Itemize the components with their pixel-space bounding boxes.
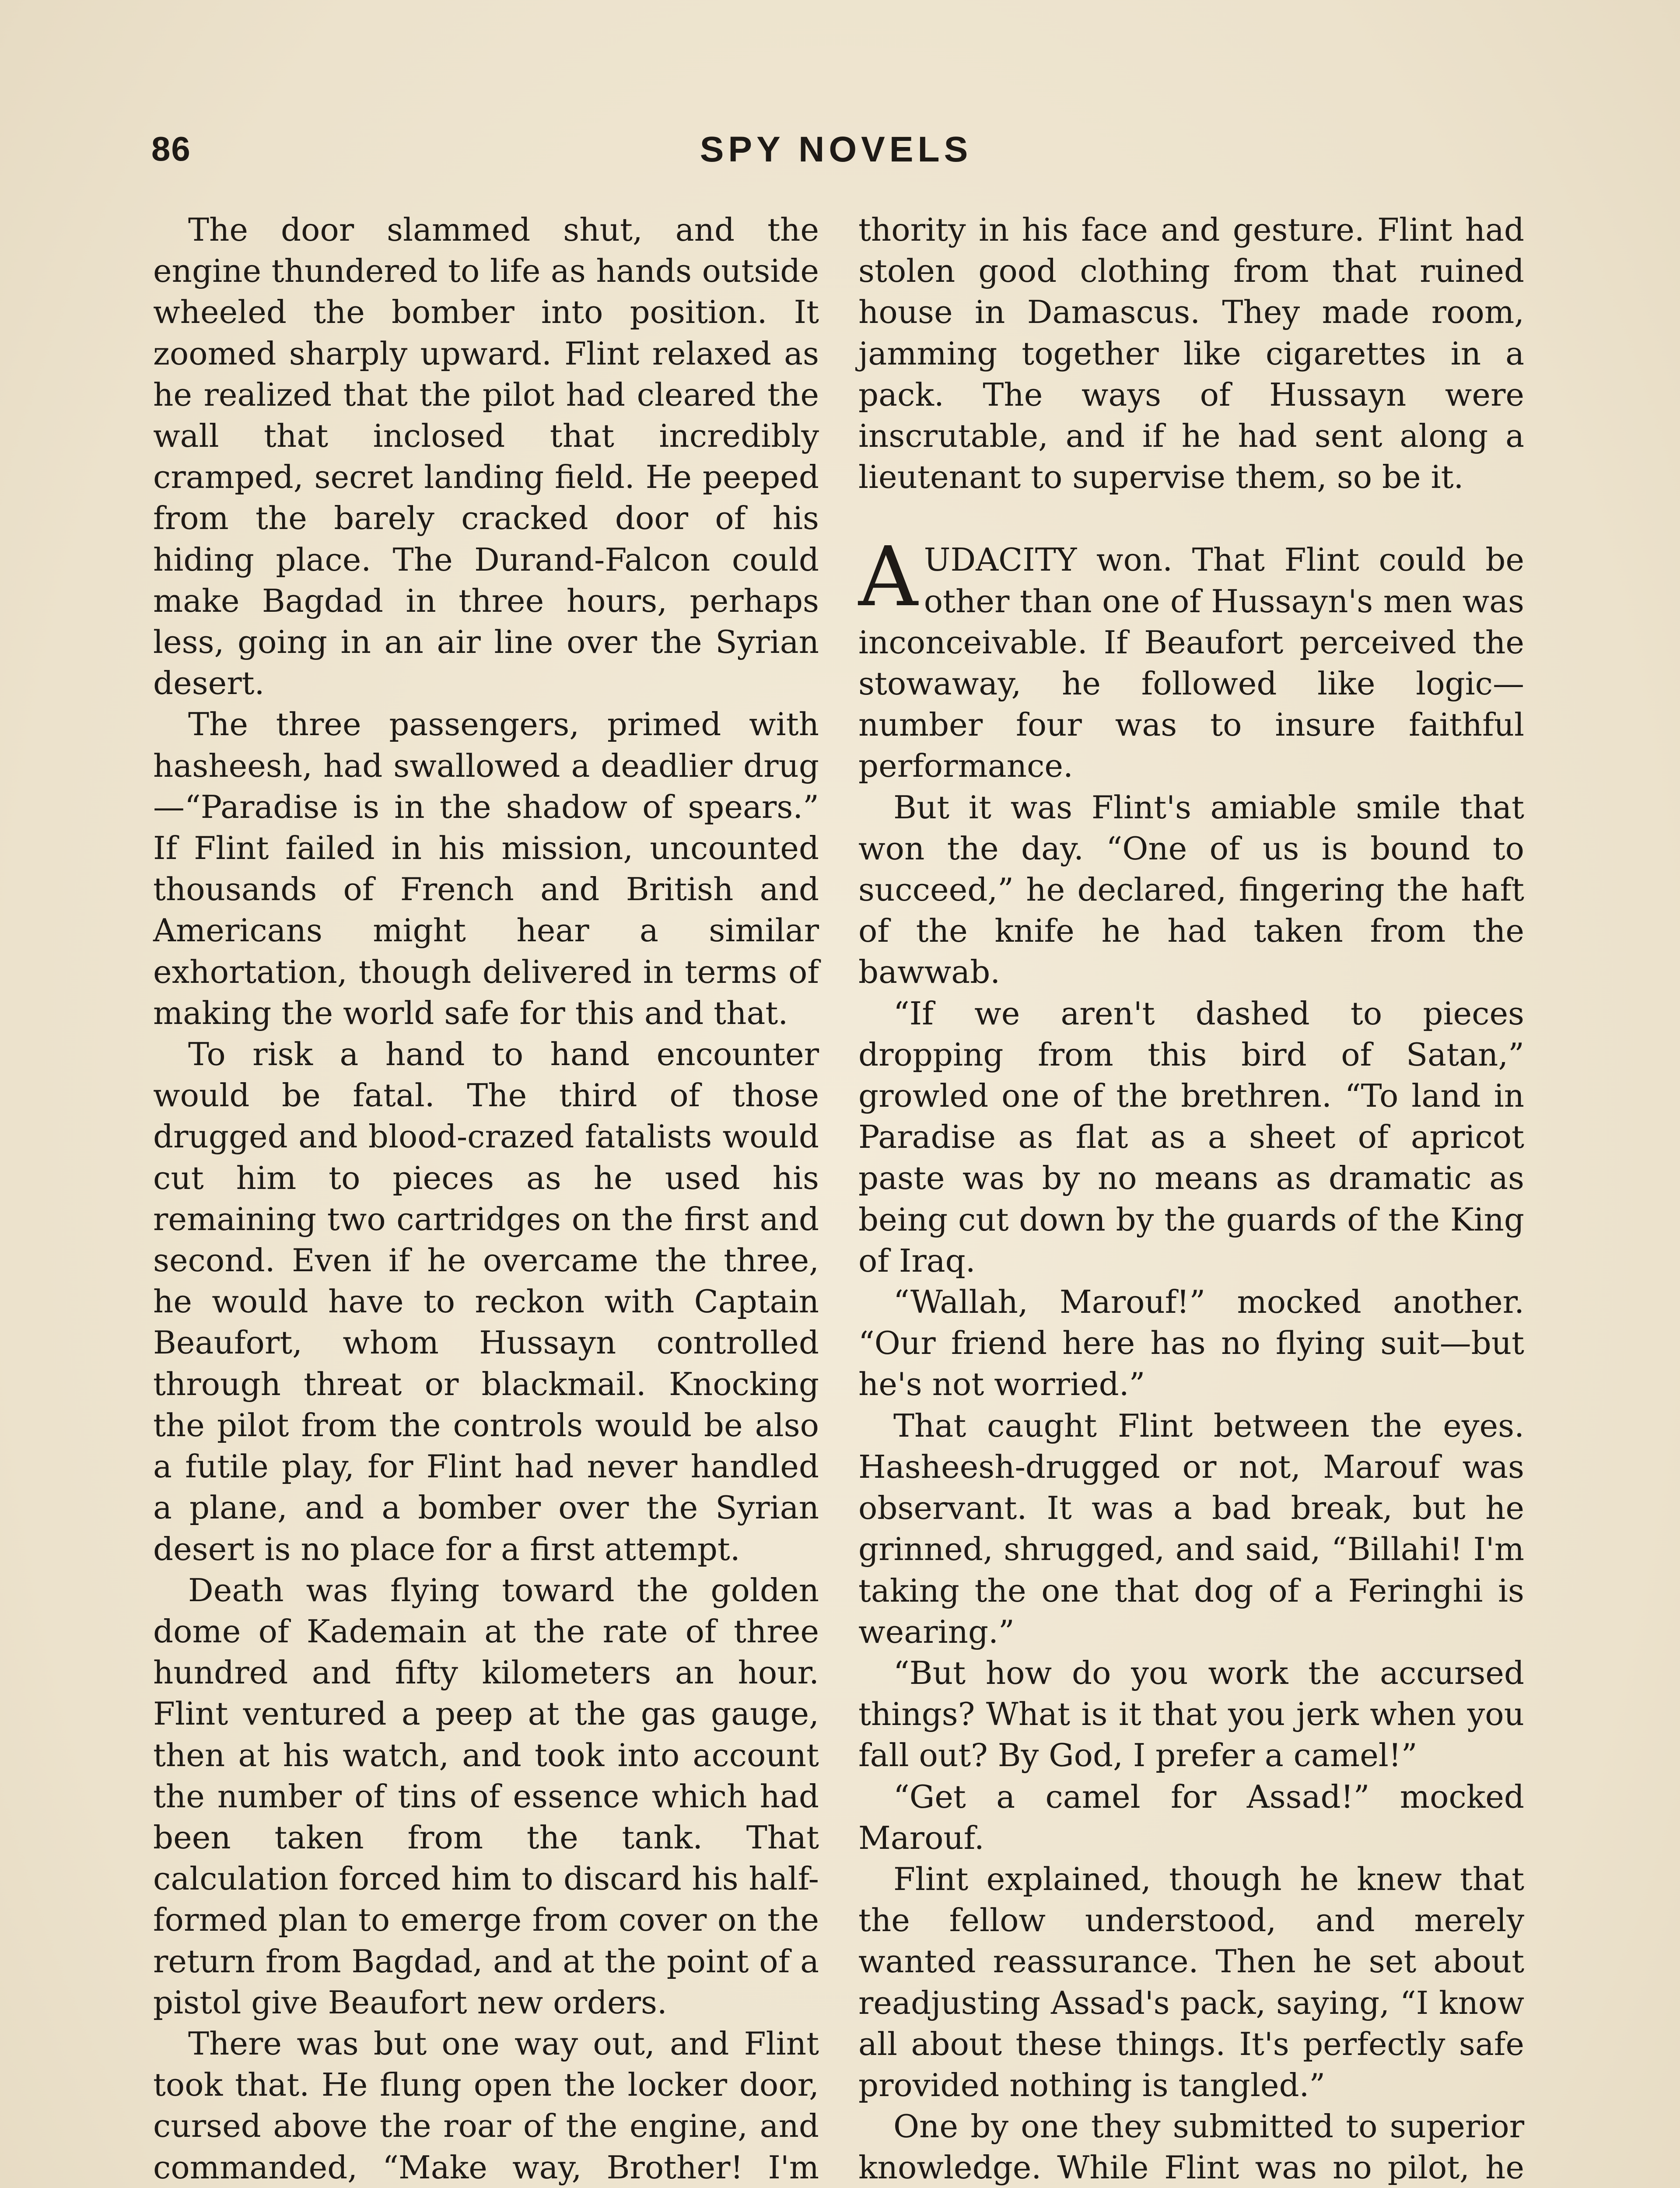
section-opening-paragraph <box>858 529 1524 786</box>
paragraph: The door slammed shut, and the engine thundered to life as hands outside wheeled the bomber into position. It zoomed sharply upward. Flint relaxed as he realized that the pilot had cleared the wall that inclosed that incredibly cramped, secret landing field. He peeped from the barely cracked door of his hiding place. The Durand-Falcon could make Bagdad in three hours, perhaps less, going in an air line over the Syrian desert. <box>153 211 819 702</box>
paragraph: One by one they submitted to superior knowledge. While Flint was no pilot, he <box>858 2108 1524 2186</box>
left-column <box>153 209 819 2188</box>
paragraph: But it was Flint's amiable smile that won the day. “One of us is bound to succeed,” he declared, fingering the haft of the knife he had taken from the bawwab. <box>858 789 1524 991</box>
paragraph: There was but one way out, and Flint took that. He flung open the locker door, cursed above the roar of the engine, and commanded, “Make way, Brother! I'm <box>153 2025 819 2186</box>
continued-paragraph: thority in his face and gesture. Flint had stolen good clothing from that ruined house in Damascus. They made room, jamming together like cigarettes in a pack. The ways of Hussayn were inscrutable, and if he had sent along a lieutenant to supervise them, so be it. <box>858 211 1524 496</box>
paragraph: Death was flying toward the golden dome of Kademain at the rate of three hundred and fifty kilometers an hour. Flint ventured a peep at the gas gauge, then at his watch, and took into account the number of tins of essence which had been taken from the tank. That calculation forced him to discard his half-formed plan to emerge from cover on the return from Bagdad, and at the point of a pistol give Beaufort new orders. <box>153 1571 819 2021</box>
paragraph: “If we aren't dashed to pieces dropping from this bird of Satan,” growled one of the brethren. “To land in Paradise as flat as a sheet of apricot paste was by no means as dramatic as being cut down by the guards of the King of Iraq. <box>858 995 1524 1279</box>
paragraph: “Get a camel for Assad!” mocked Marouf. <box>858 1778 1524 1856</box>
paragraph: The three passengers, primed with hasheesh, had swallowed a deadlier drug —“Paradise is in the shadow of spears.” If Flint failed in his mission, uncounted thousands of French and British and Americans might hear a similar exhortation, though delivered in terms of making the world safe for this and that. <box>153 706 819 1031</box>
paragraph: To risk a hand to hand encounter would be fatal. The third of those drugged and blood-crazed fatalists would cut him to pieces as he used his remaining two cartridges on the first and second. Even if he overcame the three, he would have to reckon with Captain Beaufort, whom Hussayn controlled through threat or blackmail. Knocking the pilot from the controls would be also a futile play, for Flint had never handled a plane, and a bomber over the Syrian desert is no place for a first attempt. <box>153 1036 819 1567</box>
right-column <box>858 209 1524 2188</box>
running-title: SPY NOVELS <box>700 130 973 169</box>
paragraph: That caught Flint between the eyes. Hasheesh-drugged or not, Marouf was observant. It was a bad break, but he grinned, shrugged, and said, “Billahi! I'm taking the one that dog of a Feringhi is wearing.” <box>858 1407 1524 1650</box>
page-number: 86 <box>151 130 191 168</box>
section-opening-text: UDACITY won. That Flint could be other than one of Hussayn's men was inconceivable. If Beaufort perceived the stowaway, he followed like logic—number four was to insure faithful performance. <box>858 541 1524 785</box>
drop-cap: A <box>858 529 918 625</box>
page-header <box>151 129 1521 182</box>
paragraph: “But how do you work the accursed things? What is it that you jerk when you fall out? By God, I prefer a camel!” <box>858 1654 1524 1774</box>
paragraph: “Wallah, Marouf!” mocked another. “Our friend here has no flying suit—but he's not worried.” <box>858 1283 1524 1403</box>
paragraph: Flint explained, though he knew that the fellow understood, and merely wanted reassurance. Then he set about readjusting Assad's pack, saying, “I know all about these things. It's perfectly safe provided nothing is tangled.” <box>858 1860 1524 2104</box>
